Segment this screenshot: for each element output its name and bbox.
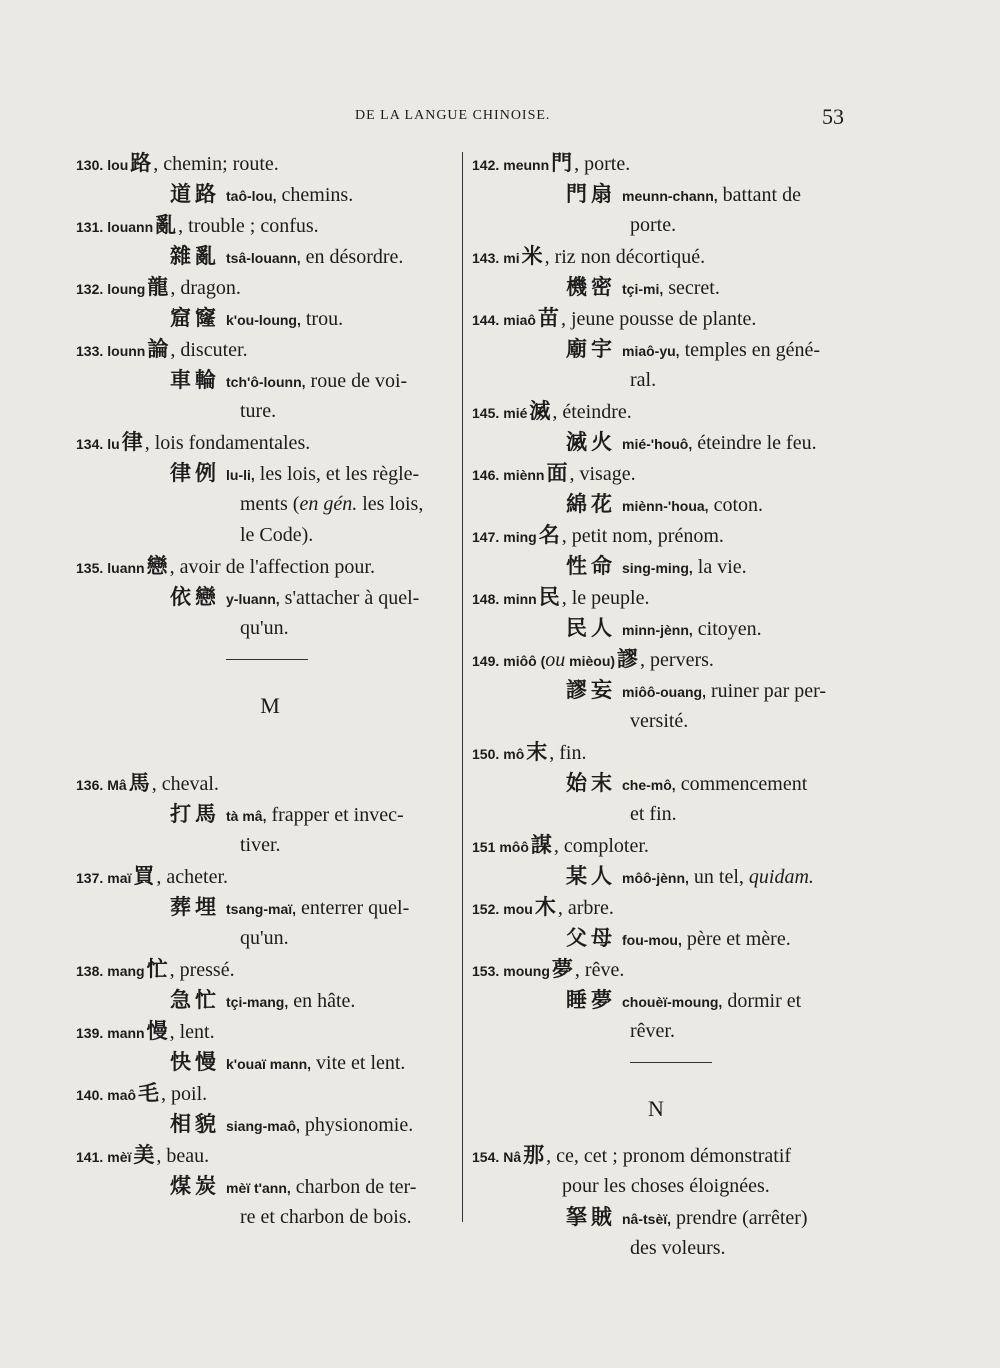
continuation-line: tiver. [240, 834, 281, 856]
entry-150: 150. mô末 , fin. [472, 740, 587, 764]
entry-145: 145. mié滅 , éteindre. [472, 399, 632, 423]
continuation-line: ture. [240, 400, 277, 422]
continuation-line: ral. [630, 369, 657, 391]
section-rule [472, 1047, 852, 1078]
subentry: 始末 che-mô, commencement [566, 771, 808, 795]
continuation-line: porte. [630, 214, 677, 236]
subentry: 民人 minn-jènn, citoyen. [566, 616, 762, 640]
subentry: 煤炭 mèï t'ann, charbon de ter- [170, 1174, 417, 1198]
entry-139: 139. mann慢 , lent. [76, 1019, 215, 1043]
entry-152: 152. mou木 , arbre. [472, 895, 614, 919]
subentry: 葬埋 tsang-maï, enterrer quel- [170, 895, 410, 919]
subentry: 車輪 tch'ô-lounn, roue de voi- [170, 368, 408, 392]
subentry: 道路 taô-lou, chemins. [170, 182, 354, 206]
subentry: 急忙 tçi-mang, en hâte. [170, 988, 356, 1012]
entry-133: 133. lounn論 , discuter. [76, 337, 248, 361]
subentry: 相貌 siang-maô, physionomie. [170, 1112, 414, 1136]
subentry: 某人 môô-jènn, un tel, quidam. [566, 864, 814, 888]
subentry: 睡夢 chouèï-moung, dormir et [566, 988, 802, 1012]
entry-138: 138. mang忙 , pressé. [76, 957, 235, 981]
entry-137: 137. maï買 , acheter. [76, 864, 228, 888]
entry-140: 140. maô毛 , poil. [76, 1081, 208, 1105]
continuation-line: le Code). [240, 524, 314, 546]
subentry: 快慢 k'ouaï mann, vite et lent. [170, 1050, 406, 1074]
entry-148: 148. minn民 , le peuple. [472, 585, 650, 609]
entry-153: 153. moung夢 , rêve. [472, 957, 625, 981]
entry-154: 154. Nâ那 , ce, cet ; pronom démonstratif [472, 1143, 792, 1167]
entry-149: 149. miôô (ou mièou)謬 , pervers. [472, 647, 714, 671]
right-column [472, 148, 852, 1264]
entry-141: 141. mèï美 , beau. [76, 1143, 210, 1167]
subentry: 打馬 tà mâ, frapper et invec- [170, 802, 404, 826]
section-letter-m: M [260, 693, 280, 718]
subentry: 依戀 y-luann, s'attacher à quel- [170, 585, 420, 609]
continuation-line: rêver. [630, 1020, 675, 1042]
continuation-line: qu'un. [240, 927, 289, 949]
subentry: 律例 lu-li, les lois, et les règle- [170, 461, 420, 485]
continuation-line: re et charbon de bois. [240, 1206, 412, 1228]
subentry: 綿花 miènn-'houa, coton. [566, 492, 763, 516]
entry-136: 136. Mâ馬 , cheval. [76, 771, 219, 795]
subentry: 性命 sing-ming, la vie. [566, 554, 747, 578]
entry-143: 143. mi米 , riz non décortiqué. [472, 244, 706, 268]
subentry: 拏賊 nâ-tsèï, prendre (arrêter) [566, 1205, 808, 1229]
entry-130: 130. lou路 , chemin; route. [76, 151, 279, 175]
section-rule [76, 644, 456, 675]
continuation-line: pour les choses éloignées. [562, 1175, 770, 1197]
continuation-line: des voleurs. [630, 1237, 726, 1259]
subentry: 雜亂 tsâ-louann, en désordre. [170, 244, 404, 268]
entry-132: 132. loung龍 , dragon. [76, 275, 241, 299]
subentry: 門扇 meunn-chann, battant de [566, 182, 801, 206]
entry-144: 144. miaô苗 , jeune pousse de plante. [472, 306, 757, 330]
subentry: 謬妄 miôô-ouang, ruiner par per- [566, 678, 827, 702]
section-letter-n: N [648, 1096, 664, 1121]
continuation-line: versité. [630, 710, 689, 732]
subentry: 父母 fou-mou, père et mère. [566, 926, 791, 950]
entry-151: 151 môô謀 , comploter. [472, 833, 649, 857]
continuation-line: qu'un. [240, 617, 289, 639]
entry-135: 135. luann戀 , avoir de l'affection pour. [76, 554, 375, 578]
entry-146: 146. miènn面 , visage. [472, 461, 636, 485]
subentry: 滅火 mié-'houô, éteindre le feu. [566, 430, 817, 454]
entry-147: 147. ming名 , petit nom, prénom. [472, 523, 724, 547]
continuation-line: ments (en gén. les lois, [240, 493, 424, 515]
column-divider [462, 152, 463, 1222]
running-head: DE LA LANGUE CHINOISE. [355, 108, 551, 123]
entry-142: 142. meunn門 , porte. [472, 151, 631, 175]
subentry: 機密 tçi-mi, secret. [566, 275, 720, 299]
subentry: 廟宇 miaô-yu, temples en géné- [566, 337, 821, 361]
subentry: 窟窿 k'ou-loung, trou. [170, 306, 344, 330]
left-column [76, 148, 456, 1233]
continuation-line: et fin. [630, 803, 677, 825]
entry-131: 131. louann亂 , trouble ; confus. [76, 213, 319, 237]
page-number: 53 [822, 104, 844, 129]
entry-134: 134. lu律 , lois fondamentales. [76, 430, 311, 454]
